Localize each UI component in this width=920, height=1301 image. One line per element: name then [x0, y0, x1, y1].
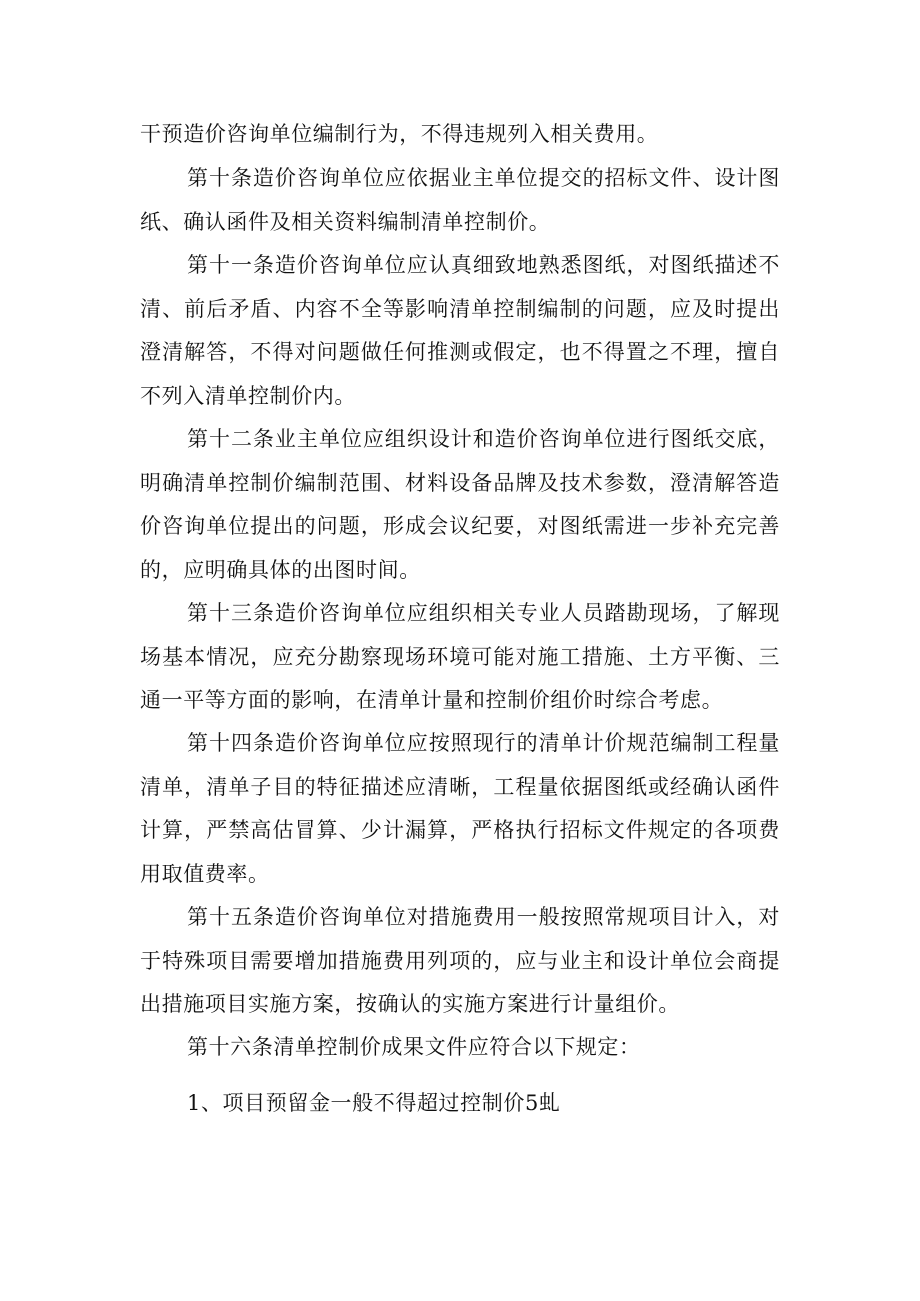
- list-item-1: 1、项目预留金一般不得超过控制价5虬: [187, 1091, 561, 1115]
- paragraph-article-10: 第十条造价咨询单位应依据业主单位提交的招标文件、设计图纸、确认函件及相关资料编制清单控制价。: [140, 166, 780, 234]
- paragraph-article-14: 第十四条造价咨询单位应按照现行的清单计价规范编制工程量清单，清单子目的特征描述应清晰，工程量依据图纸或经确认函件计算，严禁高估冒算、少计漏算，严格执行招标文件规定的各项费用取值费率。: [140, 731, 780, 886]
- paragraph-article-11: 第十一条造价咨询单位应认真细致地熟悉图纸，对图纸描述不清、前后矛盾、内容不全等影响清单控制编制的问题，应及时提出澄清解答，不得对问题做任何推测或假定，也不得置之不理，擅自不列入清单控制价内。: [140, 253, 780, 408]
- paragraph-article-15: 第十五条造价咨询单位对措施费用一般按照常规项目计入，对于特殊项目需要增加措施费用列项的，应与业主和设计单位会商提出措施项目实施方案，按确认的实施方案进行计量组价。: [140, 905, 780, 1016]
- paragraph-article-13: 第十三条造价咨询单位应组织相关专业人员踏勘现场，了解现场基本情况，应充分勘察现场环境可能对施工措施、土方平衡、三通一平等方面的影响，在清单计量和控制价组价时综合考虑。: [140, 601, 780, 712]
- paragraph-article-16: 第十六条清单控制价成果文件应符合以下规定：: [187, 1035, 641, 1059]
- paragraph-article-12: 第十二条业主单位应组织设计和造价咨询单位进行图纸交底，明确清单控制价编制范围、材料设备品牌及技术参数，澄清解答造价咨询单位提出的问题，形成会议纪要，对图纸需进一步补充完善的，应明确具体的出图时间。: [140, 427, 780, 582]
- paragraph-continuation: 干预造价咨询单位编制行为，不得违规列入相关费用。: [140, 122, 659, 146]
